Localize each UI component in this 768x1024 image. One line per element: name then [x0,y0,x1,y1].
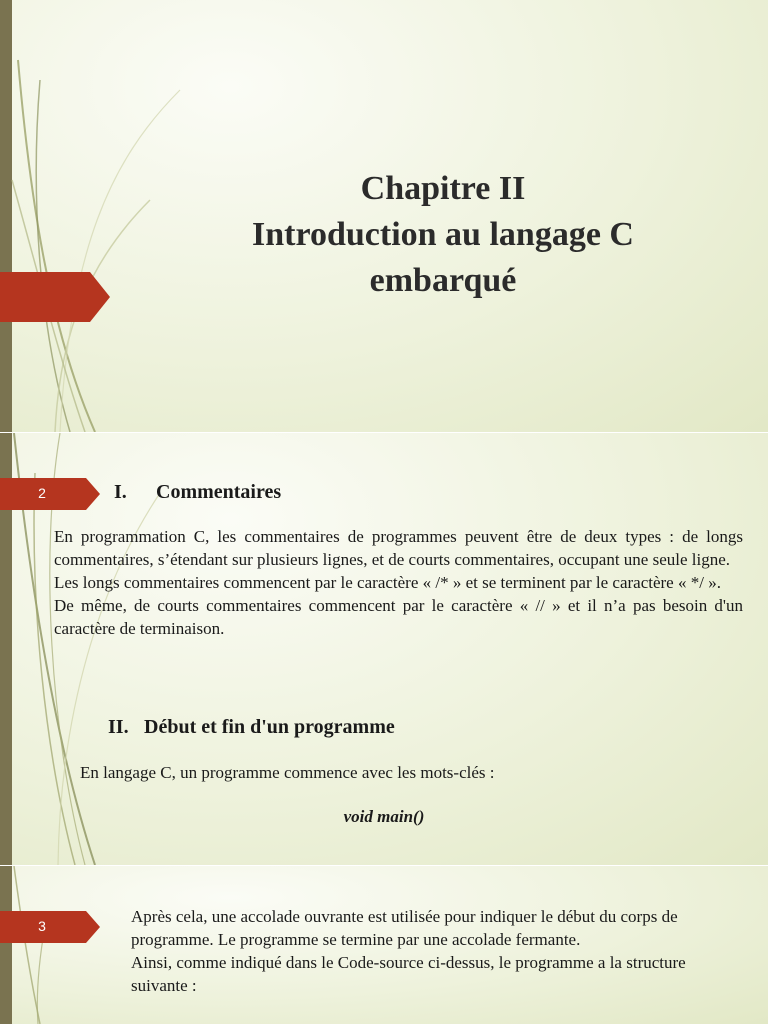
slide-marker [0,272,110,322]
section-numeral: I. [114,481,127,503]
paragraph: Après cela, une accolade ouvrante est utilisée pour indiquer le début du corps de programme. Le programme se termine par une accolade fermante. [131,907,678,949]
slide-number: 3 [38,918,46,934]
slide-title-text [120,166,766,304]
section-title: Début et fin d'un programme [144,716,395,738]
structure-body [131,905,741,997]
paragraph: De même, de courts commentaires commencent par le caractère « // » et il n’a pas besoin d'un caractère de terminaison. [54,596,743,638]
program-intro: En langage C, un programme commence avec les mots-clés : [80,763,495,782]
title-line-3: embarqué [369,262,517,299]
slide-3 [0,866,768,1024]
title-line-2: Introduction au langage C [252,216,634,253]
section-heading-debut-fin [108,716,395,739]
section-title: Commentaires [156,481,282,503]
slide-title [0,0,768,432]
title-line-1: Chapitre II [360,170,526,207]
paragraph: Ainsi, comme indiqué dans le Code-source ci-dessus, le programme a la structure suivante : [131,953,686,995]
code-void-main: void main() [343,807,425,826]
slide-2 [0,433,768,865]
section-heading-commentaires [114,481,281,504]
paragraph: Les longs commentaires commencent par le caractère « /* » et se terminent par le caractère « */ ». [54,573,721,592]
paragraph: En programmation C, les commentaires de programmes peuvent être de deux types : de longs commentaires, s’étendant sur plusieurs lignes, et de courts commentaires, occupant une seule ligne. [54,527,743,569]
commentaires-body [54,525,743,640]
slide-number: 2 [38,485,46,501]
section-numeral: II. [108,716,129,738]
